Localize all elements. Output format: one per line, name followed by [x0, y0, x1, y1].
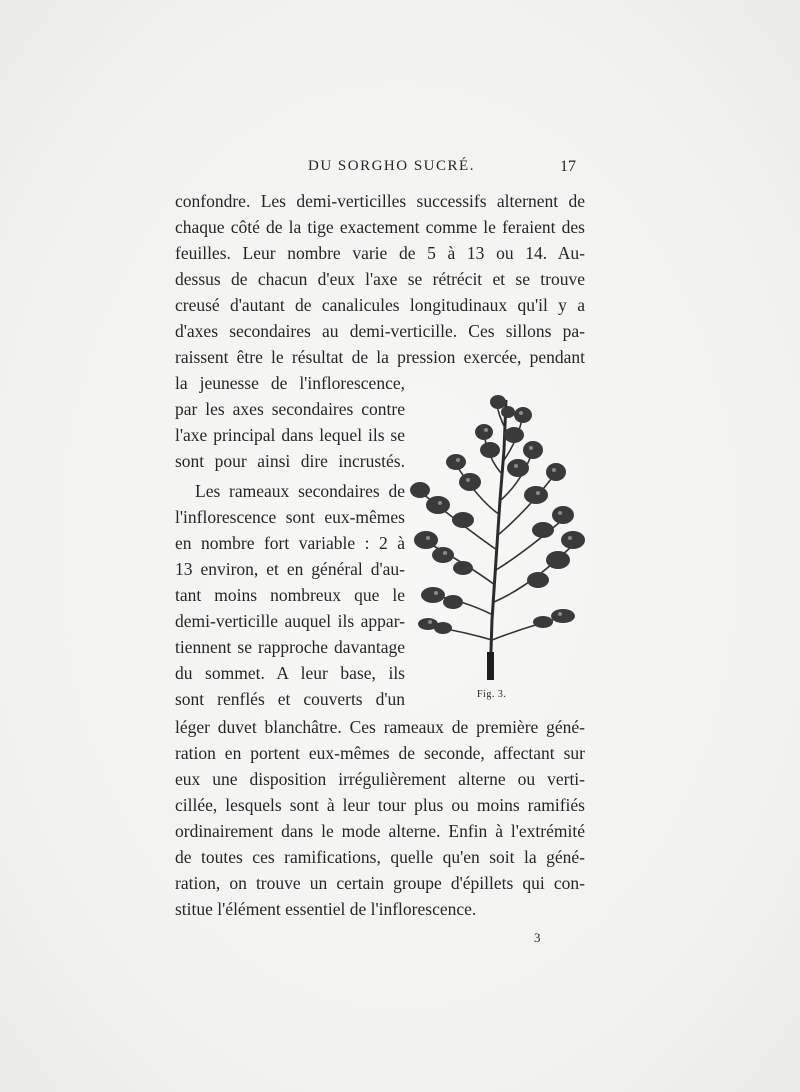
- text-line: la jeunesse de l'inflorescence,: [175, 373, 405, 393]
- text-line: léger duvet blanchâtre. Ces rameaux de première géné-: [175, 717, 585, 737]
- text-line: de toutes ces ramifications, quelle qu'en soit la géné-: [175, 847, 585, 867]
- running-title: DU SORGHO SUCRÉ.: [308, 158, 475, 174]
- text-line: sont renflés et couverts d'un: [175, 689, 405, 709]
- text-line: l'inflorescence sont eux-mêmes: [175, 507, 405, 527]
- text-line: chaque côté de la tige exactement comme le feraient des: [175, 217, 585, 237]
- text-line: Les rameaux secondaires de: [195, 481, 405, 501]
- figure-caption: Fig. 3.: [477, 689, 507, 700]
- text-line: 13 environ, et en général d'au-: [175, 559, 405, 579]
- text-line: ration, on trouve un certain groupe d'épillets qui con-: [175, 873, 585, 893]
- text-line: par les axes secondaires contre: [175, 399, 405, 419]
- text-line: demi-verticille auquel ils appar-: [175, 611, 405, 631]
- text-line: tant moins nombreux que le: [175, 585, 405, 605]
- text-line: tiennent se rapproche davantage: [175, 637, 405, 657]
- text-line: du sommet. A leur base, ils: [175, 663, 405, 683]
- text-line: sont pour ainsi dire incrustés.: [175, 451, 405, 471]
- text-line: eux une disposition irrégulièrement alterne ou verti-: [175, 769, 585, 789]
- text-line: stitue l'élément essentiel de l'inflorescence.: [175, 899, 477, 919]
- text-line: cillée, lesquels sont à leur tour plus ou moins ramifiés: [175, 795, 585, 815]
- page-number: 17: [560, 158, 576, 175]
- signature-mark: 3: [534, 930, 541, 945]
- text-line: creusé d'autant de canalicules longitudinaux qu'il y a: [175, 295, 585, 315]
- text-line: ration en portent eux-mêmes de seconde, affectant sur: [175, 743, 585, 763]
- text-line: ordinairement dans le mode alterne. Enfin à l'extrémité: [175, 821, 585, 841]
- text-line: d'axes secondaires au demi-verticille. Ces sillons pa-: [175, 321, 585, 341]
- text-line: l'axe principal dans lequel ils se: [175, 425, 405, 445]
- text-line: raissent être le résultat de la pression exercée, pendant: [175, 347, 585, 367]
- text-line: en nombre fort variable : 2 à: [175, 533, 405, 553]
- text-line: feuilles. Leur nombre varie de 5 à 13 ou 14. Au-: [175, 243, 585, 263]
- sorghum-panicle-illustration: [408, 390, 588, 690]
- text-line: dessus de chacun d'eux l'axe se rétrécit et se trouve: [175, 269, 585, 289]
- text-line: confondre. Les demi-verticilles successifs alternent de: [175, 191, 585, 211]
